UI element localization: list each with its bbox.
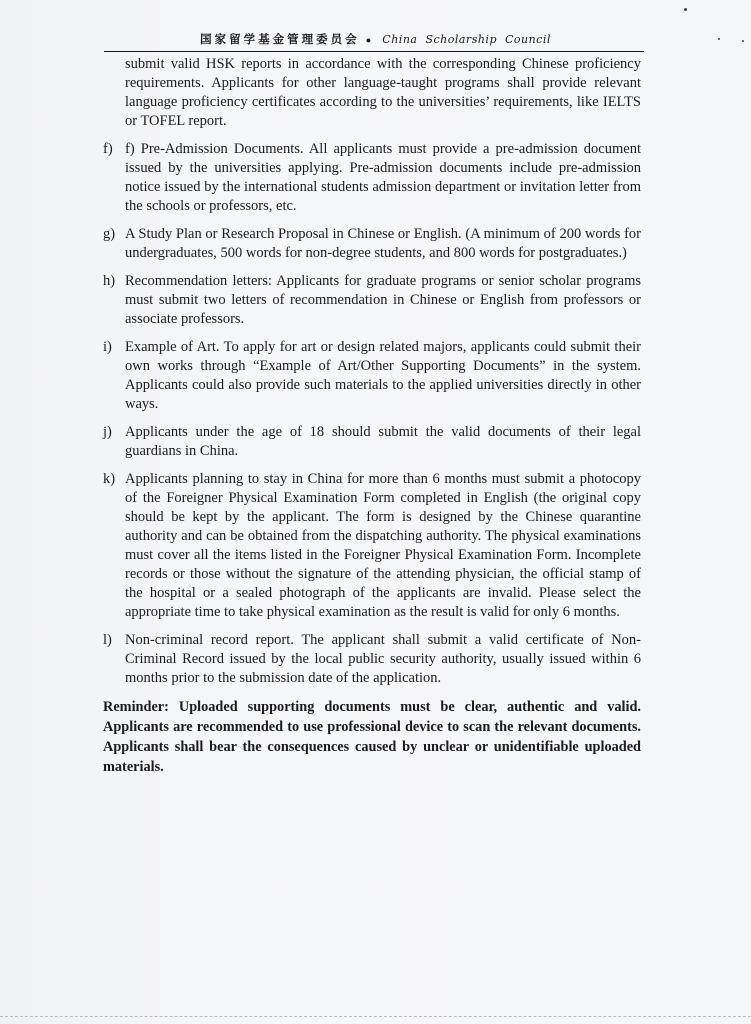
header-rule [104, 51, 644, 52]
list-item-l [103, 631, 641, 688]
header-english-title: China Scholarship Council [382, 33, 551, 46]
list-marker: k) [103, 471, 116, 487]
list-marker: j) [103, 424, 112, 440]
list-item-text: A Study Plan or Research Proposal in Chinese or English. (A minimum of 200 words for undergraduates, 500 words for non-degree students, and 800 words for postgraduates.) [125, 226, 641, 261]
list-marker: g) [103, 226, 116, 242]
document-body [103, 55, 641, 791]
scan-speck [684, 8, 687, 11]
header-bullet: ● [365, 35, 373, 45]
list-item-text: Recommendation letters: Applicants for graduate programs or senior scholar programs must submit two letters of recommendation in Chinese or English from professors or associate professors. [125, 273, 641, 327]
list-marker: h) [103, 273, 116, 289]
header-chinese-title: 国家留学基金管理委员会 [200, 32, 360, 46]
list-item-j [103, 423, 641, 461]
page-header [0, 31, 751, 47]
reminder-paragraph: Reminder: Uploaded supporting documents must be clear, authentic and valid. Applicants are recommended to use professional device to scan the relevant documents. Applicants shall bear the consequences caused by unclear or unidentifiable uploaded materials. [103, 699, 641, 775]
bottom-scan-line [0, 1016, 751, 1017]
list-item-text: Non-criminal record report. The applicant shall submit a valid certificate of Non-Criminal Record issued by the local public security authority, usually issued within 6 months prior to the submission date of the application. [125, 632, 641, 686]
list-marker: l) [103, 632, 112, 648]
list-item-text: Applicants under the age of 18 should submit the valid documents of their legal guardians in China. [125, 424, 641, 459]
list-item-text: Applicants planning to stay in China for more than 6 months must submit a photocopy of the Foreigner Physical Examination Form completed in English (the original copy should be kept by the applicant. The form is designed by the Chinese quarantine authority and can be obtained from the dispatching authority. The physical examinations must cover all the items listed in the Foreigner Physical Examination Form. Incomplete records or those without the signature of the attending physician, the official stamp of the hospital or a sealed photograph of the applicants are invalid. Please select the appropriate time to take physical examination as the result is valid for only 6 months. [125, 471, 641, 620]
list-item-text: f) Pre-Admission Documents. All applicants must provide a pre-admission document issued by the universities applying. Pre-admission documents include pre-admission notice issued by the international students admission department or invitation letter from the schools or professors, etc. [125, 141, 641, 214]
scan-speck [742, 40, 744, 42]
list-item-f [103, 140, 641, 216]
list-item-text: Example of Art. To apply for art or design related majors, applicants could submit their own works through “Example of Art/Other Supporting Documents” in the system. Applicants could also provide such materials to the applied universities directly in other ways. [125, 339, 641, 412]
list-item-h [103, 272, 641, 329]
list-marker: f) [103, 141, 113, 157]
scan-speck [718, 38, 720, 40]
intro-paragraph: submit valid HSK reports in accordance with the corresponding Chinese proficiency requirements. Applicants for other language-taught programs shall provide relevant language proficiency certificates according to the universities’ requirements, like IELTS or TOFEL report. [125, 56, 641, 129]
list-item-i [103, 338, 641, 414]
list-item-g [103, 225, 641, 263]
list-item-k [103, 470, 641, 622]
list-marker: i) [103, 339, 112, 355]
